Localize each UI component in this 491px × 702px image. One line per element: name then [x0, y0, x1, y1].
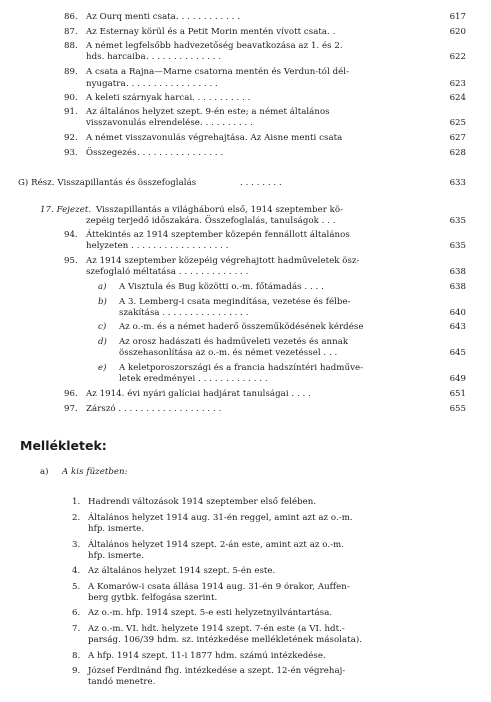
toc-entry-number: 90. — [64, 93, 78, 103]
toc-entry-title: Visszapillantás a világháború első, 1914 szeptember kö- — [96, 205, 344, 215]
toc-entry-title: Áttekintés az 1914 szeptember közepén fennállott általános — [86, 230, 350, 240]
toc-entry-title: Az orosz hadászati és hadműveleti vezetés és annak — [119, 337, 349, 347]
toc-leader-dots: . . . . . . . . . . . . . . . . . — [126, 79, 218, 89]
toc-entry-title: helyzeten . . . . . . . . . . . . . . . . . . — [86, 241, 229, 251]
toc-leader-dots: . . . . . . . . . . . . — [176, 12, 240, 22]
appendix-item-number: 6. — [72, 608, 81, 618]
toc-entry-number: 89. — [64, 67, 78, 77]
toc-entry-title: A keletporoszországi és a francia hadszíntéri hadműve- — [119, 363, 364, 373]
toc-leader-dots: . . — [327, 27, 336, 37]
toc-page-number: 625 — [449, 118, 466, 128]
toc-entry-title: A keleti szárnyak harcai — [86, 93, 193, 103]
toc-entry-title: Zárszó . . . . . . . . . . . . . . . . . . . — [86, 404, 222, 414]
toc-entry-title: A német legfelsőbb hadvezetőség beavatkozása az 1. és 2. — [86, 41, 343, 51]
toc-entry-label: a) — [98, 282, 107, 292]
toc-page-number: 635 — [449, 241, 466, 251]
appendix-item-text: Az általános helyzet 1914 szept. 5-én este. — [88, 566, 276, 576]
toc-entry-title: letek eredményei . . . . . . . . . . . . . — [119, 374, 268, 384]
appendix-item-text: parság. 106/39 hdm. sz. intézkedése mellékletének másolata). — [88, 635, 363, 645]
toc-entry-title: Összegezés — [86, 148, 137, 158]
appendix-item-text: Az o.-m. VI. hdt. helyzete 1914 szept. 7-én este (a VI. hdt.- — [88, 624, 345, 634]
toc-page-number: 617 — [449, 12, 466, 22]
appendix-item-number: 1. — [72, 497, 81, 507]
toc-page-number: 628 — [449, 148, 466, 158]
toc-entry-number: 92. — [64, 133, 78, 143]
toc-entry-number: 87. — [64, 27, 78, 37]
toc-leader-dots: . . . . . . . . . . — [200, 118, 253, 128]
toc-page-number: 635 — [449, 216, 466, 226]
toc-entry-title: Az Ourq menti csata — [86, 12, 176, 22]
toc-entry-label: c) — [98, 322, 107, 332]
toc-entry-label: 95. — [64, 256, 78, 266]
toc-leader-dots: . . . . . . . . — [240, 178, 282, 188]
toc-page-number: 640 — [449, 308, 466, 318]
appendix-item-text: berg gytbk. felfogása szerint. — [88, 593, 218, 603]
toc-page-number: 651 — [449, 389, 466, 399]
appendix-item-number: 7. — [72, 624, 81, 634]
appendix-item-text: József Ferdinánd fhg. intézkedése a szept. 12-én végrehaj- — [88, 666, 346, 676]
appendix-sub-label: a) — [40, 467, 49, 477]
appendix-item-number: 5. — [72, 582, 81, 592]
appendix-item-number: 8. — [72, 651, 81, 661]
toc-entry-title: nyugatra — [86, 79, 126, 89]
toc-entry-title: hds. harcaiba — [86, 52, 146, 62]
toc-entry-title: Az 1914 szeptember közepéig végrehajtott hadműveletek ösz- — [86, 256, 360, 266]
toc-entry-title: A német visszavonulás végrehajtása. Az Aisne menti csata — [86, 133, 343, 143]
toc-entry-title: Az 1914. évi nyári galíciai hadjárat tanulságai . . . . — [86, 389, 311, 399]
toc-entry-title: visszavonulás elrendelése — [86, 118, 200, 128]
appendix-item-text: Általános helyzet 1914 szept. 2-án este, amint azt az o.-m. — [88, 540, 345, 550]
toc-entry-label: e) — [98, 363, 107, 373]
appendix-item-text: Általános helyzet 1914 aug. 31-én reggel, amint azt az o.-m. — [88, 513, 353, 523]
appendix-heading: Mellékletek: — [20, 438, 107, 453]
toc-page-number: 638 — [449, 267, 466, 277]
appendix-item-number: 2. — [72, 513, 81, 523]
toc-entry-label: b) — [98, 297, 107, 307]
appendix-item-number: 3. — [72, 540, 81, 550]
toc-entry-title: szefoglaló méltatása . . . . . . . . . . . . . — [86, 267, 249, 277]
appendix-item-text: A hfp. 1914 szept. 11-i 1877 hdm. számú intézkedése. — [88, 651, 326, 661]
toc-page-number: 633 — [449, 178, 466, 188]
toc-entry-label: 94. — [64, 230, 78, 240]
appendix-sub-title: A kis füzetben: — [62, 467, 128, 477]
toc-leader-dots: . . . . . . . . . . . . . . — [146, 52, 222, 62]
part-heading: G) Rész. Visszapillantás és összefoglalás — [18, 178, 197, 188]
appendix-item-text: A Komarów-i csata állása 1914 aug. 31-én 9 órakor, Auffen- — [88, 582, 350, 592]
toc-page-number: 638 — [449, 282, 466, 292]
toc-entry-number: 91. — [64, 107, 78, 117]
toc-page-number: 643 — [449, 322, 466, 332]
toc-entry-number: 88. — [64, 41, 78, 51]
toc-leader-dots: . . . . . . . . . . . . . . . . — [137, 148, 224, 158]
toc-page-number: 627 — [449, 133, 466, 143]
toc-entry-label: 97. — [64, 404, 78, 414]
toc-page-number: 655 — [449, 404, 466, 414]
toc-entry-title: A csata a Rajna—Marne csatorna mentén és Verdun-tól dél- — [86, 67, 350, 77]
toc-entry-title: összehasonlítása az o.-m. és német vezetéssel . . . — [119, 348, 338, 358]
toc-entry-number: 86. — [64, 12, 78, 22]
toc-page-number: 620 — [449, 27, 466, 37]
toc-entry-title: Az o.-m. és a német haderő összeműködésének kérdése — [119, 322, 364, 332]
toc-entry-title: A 3. Lemberg-i csata megindítása, vezetése és félbe- — [119, 297, 351, 307]
toc-entry-title: Az általános helyzet szept. 9-én este; a német általános — [86, 107, 330, 117]
appendix-item-number: 9. — [72, 666, 81, 676]
appendix-item-text: Hadrendi változások 1914 szeptember első felében. — [88, 497, 317, 507]
toc-page-number: 622 — [449, 52, 466, 62]
toc-entry-label: d) — [98, 337, 107, 347]
toc-entry-title: A Visztula és Bug közötti o.-m. főtámadás . . . . — [119, 282, 324, 292]
toc-entry-title: szakítása . . . . . . . . . . . . . . . . — [119, 308, 249, 318]
appendix-item-text: hfp. ismerte. — [88, 524, 145, 534]
toc-entry-title: Az Esternay körül és a Petit Morin mentén vívott csata — [86, 27, 328, 37]
appendix-item-number: 4. — [72, 566, 81, 576]
appendix-item-text: hfp. ismerte. — [88, 551, 145, 561]
toc-page-number: 623 — [449, 79, 466, 89]
appendix-item-text: Az o.-m. hfp. 1914 szept. 5-e esti helyzetnyilvántartása. — [88, 608, 333, 618]
appendix-item-text: tandó menetre. — [88, 677, 156, 687]
toc-page-number: 649 — [449, 374, 466, 384]
toc-entry-label: 96. — [64, 389, 78, 399]
toc-entry-title: zepéig terjedő időszakára. Összefoglalás, tanulságok . . . — [86, 216, 336, 226]
toc-leader-dots: . . . . . . . . . . . — [192, 93, 251, 103]
toc-entry-label: 17. Fejezet. — [40, 205, 92, 215]
toc-page-number: 645 — [449, 348, 466, 358]
toc-page-number: 624 — [449, 93, 466, 103]
toc-entry-number: 93. — [64, 148, 78, 158]
